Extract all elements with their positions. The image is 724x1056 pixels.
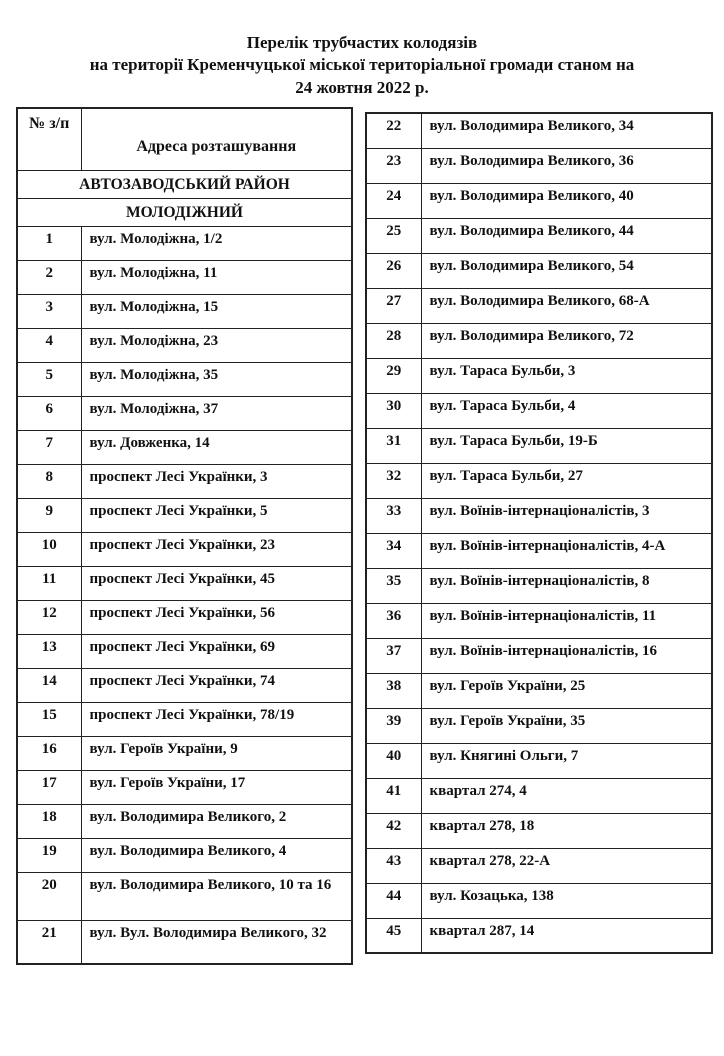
table-row [17, 464, 352, 498]
row-address: вул. Тараса Бульби, 19-Б [421, 428, 712, 463]
row-number: 32 [366, 463, 421, 498]
section-rows [17, 170, 352, 226]
table-row [366, 113, 712, 148]
row-address: проспект Лесі Українки, 3 [81, 464, 352, 498]
table-row [366, 358, 712, 393]
row-number: 43 [366, 848, 421, 883]
table-row [366, 778, 712, 813]
row-address: квартал 274, 4 [421, 778, 712, 813]
column-header-address: Адреса розташування [81, 108, 352, 170]
row-number: 4 [17, 328, 81, 362]
row-number: 6 [17, 396, 81, 430]
row-number: 24 [366, 183, 421, 218]
row-number: 3 [17, 294, 81, 328]
row-number: 35 [366, 568, 421, 603]
table-row [366, 428, 712, 463]
table-row [17, 430, 352, 464]
document-page [0, 32, 724, 1056]
row-number: 22 [366, 113, 421, 148]
row-number: 33 [366, 498, 421, 533]
row-number: 37 [366, 638, 421, 673]
row-address: проспект Лесі Українки, 78/19 [81, 702, 352, 736]
row-number: 17 [17, 770, 81, 804]
table-row [17, 668, 352, 702]
row-address: вул. Володимира Великого, 10 та 16 [81, 872, 352, 920]
row-number: 1 [17, 226, 81, 260]
row-address: вул. Володимира Великого, 4 [81, 838, 352, 872]
row-address: вул. Володимира Великого, 72 [421, 323, 712, 358]
row-address: вул. Молодіжна, 35 [81, 362, 352, 396]
section-label-district: АВТОЗАВОДСЬКИЙ РАЙОН [17, 170, 352, 198]
table-row [17, 770, 352, 804]
row-address: вул. Героїв України, 9 [81, 736, 352, 770]
row-address: вул. Воїнів-інтернаціоналістів, 4-А [421, 533, 712, 568]
row-number: 15 [17, 702, 81, 736]
row-number: 9 [17, 498, 81, 532]
row-address: проспект Лесі Українки, 56 [81, 600, 352, 634]
table-row [366, 218, 712, 253]
table-row [17, 566, 352, 600]
table-row [17, 362, 352, 396]
table-row [17, 634, 352, 668]
row-number: 41 [366, 778, 421, 813]
row-address: вул. Вул. Володимира Великого, 32 [81, 920, 352, 964]
row-address: вул. Воїнів-інтернаціоналістів, 16 [421, 638, 712, 673]
row-address: вул. Воїнів-інтернаціоналістів, 11 [421, 603, 712, 638]
row-address: вул. Молодіжна, 11 [81, 260, 352, 294]
wells-table-left [16, 107, 353, 965]
wells-table-right [365, 112, 713, 954]
row-address: вул. Княгині Ольги, 7 [421, 743, 712, 778]
row-address: проспект Лесі Українки, 74 [81, 668, 352, 702]
row-address: вул. Довженка, 14 [81, 430, 352, 464]
table-row [366, 498, 712, 533]
row-number: 18 [17, 804, 81, 838]
row-address: проспект Лесі Українки, 69 [81, 634, 352, 668]
table-row [366, 253, 712, 288]
table-header [17, 108, 352, 170]
row-number: 34 [366, 533, 421, 568]
row-address: вул. Володимира Великого, 40 [421, 183, 712, 218]
row-address: вул. Воїнів-інтернаціоналістів, 3 [421, 498, 712, 533]
table-row [17, 226, 352, 260]
row-number: 14 [17, 668, 81, 702]
table-row [366, 673, 712, 708]
row-address: вул. Володимира Великого, 34 [421, 113, 712, 148]
row-address: вул. Героїв України, 35 [421, 708, 712, 743]
table-row [366, 323, 712, 358]
row-number: 13 [17, 634, 81, 668]
row-number: 45 [366, 918, 421, 953]
table-row [366, 148, 712, 183]
table-row [17, 600, 352, 634]
row-address: вул. Молодіжна, 1/2 [81, 226, 352, 260]
tables-container [0, 107, 724, 965]
document-title-line2: на території Кременчуцької міської територіальної громади станом на [89, 55, 635, 75]
table-row [17, 872, 352, 920]
table-row [366, 393, 712, 428]
table-row [366, 848, 712, 883]
table-row [17, 838, 352, 872]
row-number: 21 [17, 920, 81, 964]
row-number: 40 [366, 743, 421, 778]
row-address: вул. Володимира Великого, 44 [421, 218, 712, 253]
row-address: вул. Володимира Великого, 36 [421, 148, 712, 183]
row-number: 42 [366, 813, 421, 848]
row-number: 7 [17, 430, 81, 464]
row-address: квартал 278, 18 [421, 813, 712, 848]
row-address: вул. Тараса Бульби, 4 [421, 393, 712, 428]
row-number: 26 [366, 253, 421, 288]
row-number: 8 [17, 464, 81, 498]
left-table-body [17, 226, 352, 964]
row-address: вул. Тараса Бульби, 27 [421, 463, 712, 498]
header-row [17, 108, 352, 170]
table-row [17, 702, 352, 736]
row-address: вул. Володимира Великого, 54 [421, 253, 712, 288]
row-address: проспект Лесі Українки, 45 [81, 566, 352, 600]
table-row [17, 260, 352, 294]
row-address: вул. Молодіжна, 37 [81, 396, 352, 430]
section-row-district [17, 170, 352, 198]
row-number: 19 [17, 838, 81, 872]
row-address: вул. Молодіжна, 23 [81, 328, 352, 362]
row-number: 39 [366, 708, 421, 743]
row-address: вул. Воїнів-інтернаціоналістів, 8 [421, 568, 712, 603]
row-number: 38 [366, 673, 421, 708]
table-row [366, 708, 712, 743]
row-number: 30 [366, 393, 421, 428]
table-row [366, 183, 712, 218]
table-row [17, 294, 352, 328]
section-label-neighborhood: МОЛОДІЖНИЙ [17, 198, 352, 226]
table-row [17, 920, 352, 964]
row-number: 20 [17, 872, 81, 920]
row-number: 12 [17, 600, 81, 634]
table-row [366, 568, 712, 603]
table-row [17, 736, 352, 770]
table-row [17, 328, 352, 362]
row-number: 10 [17, 532, 81, 566]
row-number: 27 [366, 288, 421, 323]
table-row [17, 532, 352, 566]
table-row [17, 498, 352, 532]
document-title-line1: Перелік трубчастих колодязів [246, 33, 478, 52]
column-header-number: № з/п [17, 108, 81, 170]
table-row [366, 883, 712, 918]
row-number: 25 [366, 218, 421, 253]
row-number: 23 [366, 148, 421, 183]
table-row [17, 396, 352, 430]
row-number: 16 [17, 736, 81, 770]
row-number: 44 [366, 883, 421, 918]
row-number: 5 [17, 362, 81, 396]
row-address: вул. Тараса Бульби, 3 [421, 358, 712, 393]
row-number: 29 [366, 358, 421, 393]
row-number: 36 [366, 603, 421, 638]
table-row [366, 603, 712, 638]
row-number: 11 [17, 566, 81, 600]
row-number: 31 [366, 428, 421, 463]
row-address: вул. Володимира Великого, 2 [81, 804, 352, 838]
table-row [366, 288, 712, 323]
document-title [0, 32, 724, 99]
row-number: 2 [17, 260, 81, 294]
row-address: квартал 278, 22-А [421, 848, 712, 883]
document-title-line3: 24 жовтня 2022 р. [295, 77, 429, 97]
row-address: вул. Молодіжна, 15 [81, 294, 352, 328]
table-row [366, 918, 712, 953]
table-row [366, 638, 712, 673]
row-address: проспект Лесі Українки, 5 [81, 498, 352, 532]
row-address: вул. Володимира Великого, 68-А [421, 288, 712, 323]
right-table-body [366, 113, 712, 953]
table-row [366, 813, 712, 848]
table-row [366, 463, 712, 498]
row-address: вул. Героїв України, 25 [421, 673, 712, 708]
row-address: вул. Героїв України, 17 [81, 770, 352, 804]
row-address: квартал 287, 14 [421, 918, 712, 953]
row-address: вул. Козацька, 138 [421, 883, 712, 918]
table-row [366, 533, 712, 568]
row-address: проспект Лесі Українки, 23 [81, 532, 352, 566]
table-row [366, 743, 712, 778]
table-row [17, 804, 352, 838]
row-number: 28 [366, 323, 421, 358]
section-row-neighborhood [17, 198, 352, 226]
